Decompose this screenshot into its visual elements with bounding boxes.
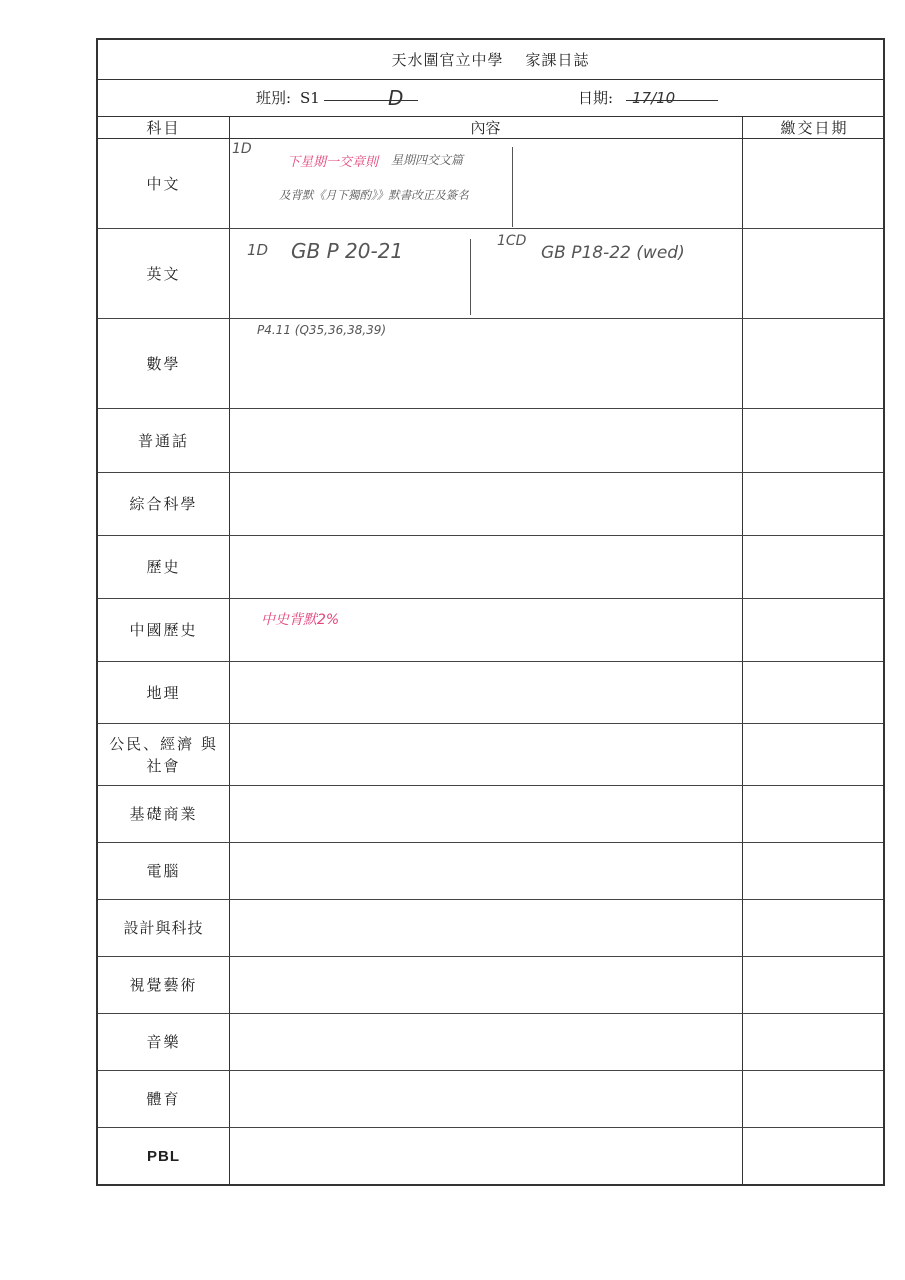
handwritten-note: 1D <box>232 141 252 157</box>
table-row <box>98 139 883 229</box>
table-row <box>98 319 883 409</box>
handwritten-note: 1CD <box>497 233 527 249</box>
handwritten-note: P4.11 (Q35,36,38,39) <box>257 323 387 337</box>
content-cell <box>229 319 742 408</box>
subject-name: 電腦 <box>146 862 181 880</box>
handwritten-note: 中史背默2% <box>261 612 340 628</box>
handwritten-divider <box>512 147 513 227</box>
table-row <box>98 536 883 599</box>
subject-name: 中國歷史 <box>129 621 198 639</box>
subject-name: 基礎商業 <box>129 805 198 823</box>
content-column-header: 內容 <box>470 119 501 137</box>
subject-name: 設計與科技 <box>123 919 204 937</box>
table-row <box>98 599 883 662</box>
table-row <box>98 843 883 900</box>
subject-name: 綜合科學 <box>129 495 198 513</box>
content-cell <box>229 229 742 318</box>
subject-name: 公民、經濟 與社會 <box>109 734 218 775</box>
handwritten-note: 星期四交文篇 <box>391 153 464 167</box>
content-cell <box>229 599 742 661</box>
handwritten-note: 1D <box>247 241 269 259</box>
title-row <box>98 40 883 80</box>
content-cell <box>229 139 742 228</box>
document-title: 家課日誌 <box>525 51 590 69</box>
subject-name: 中文 <box>146 174 181 193</box>
date-value: 17/10 <box>632 89 676 107</box>
handwritten-note: 下星期一交章則 <box>287 155 379 170</box>
table-row <box>98 786 883 843</box>
table-row <box>98 409 883 473</box>
handwritten-note: 及背默《月下獨酌》》默書改正及簽名 <box>279 188 469 202</box>
date-label: 日期: <box>578 89 614 107</box>
table-row <box>98 229 883 319</box>
subject-name: 數學 <box>146 354 181 373</box>
column-header-row <box>98 117 883 139</box>
table-row <box>98 662 883 724</box>
subject-name: 音樂 <box>146 1033 181 1051</box>
info-row <box>98 80 883 117</box>
homework-diary-sheet <box>96 38 885 1186</box>
table-row <box>98 1014 883 1071</box>
subject-name: 歷史 <box>146 558 181 576</box>
subject-column-header: 科目 <box>146 119 181 137</box>
school-name: 天水圍官立中學 <box>391 51 504 69</box>
table-row <box>98 957 883 1014</box>
handwritten-note: GB P18-22 (wed) <box>541 243 685 263</box>
subject-name: 體育 <box>146 1090 181 1108</box>
handwritten-divider <box>470 239 471 315</box>
due-date-column-header: 繳交日期 <box>780 119 849 137</box>
subject-rows <box>98 139 883 1186</box>
table-row <box>98 724 883 786</box>
subject-name: 英文 <box>146 264 181 283</box>
subject-name: 視覺藝術 <box>129 976 198 994</box>
subject-name: 地理 <box>146 683 181 702</box>
class-value: D <box>388 86 404 110</box>
handwritten-note: GB P 20-21 <box>291 239 404 263</box>
class-label: 班別: <box>256 89 292 107</box>
class-underline <box>324 100 418 101</box>
table-row <box>98 1071 883 1128</box>
table-row <box>98 473 883 536</box>
subject-name: PBL <box>147 1148 180 1165</box>
subject-name: 普通話 <box>137 431 189 450</box>
table-row <box>98 900 883 957</box>
table-row <box>98 1128 883 1186</box>
class-prefix: S1 <box>300 89 320 107</box>
